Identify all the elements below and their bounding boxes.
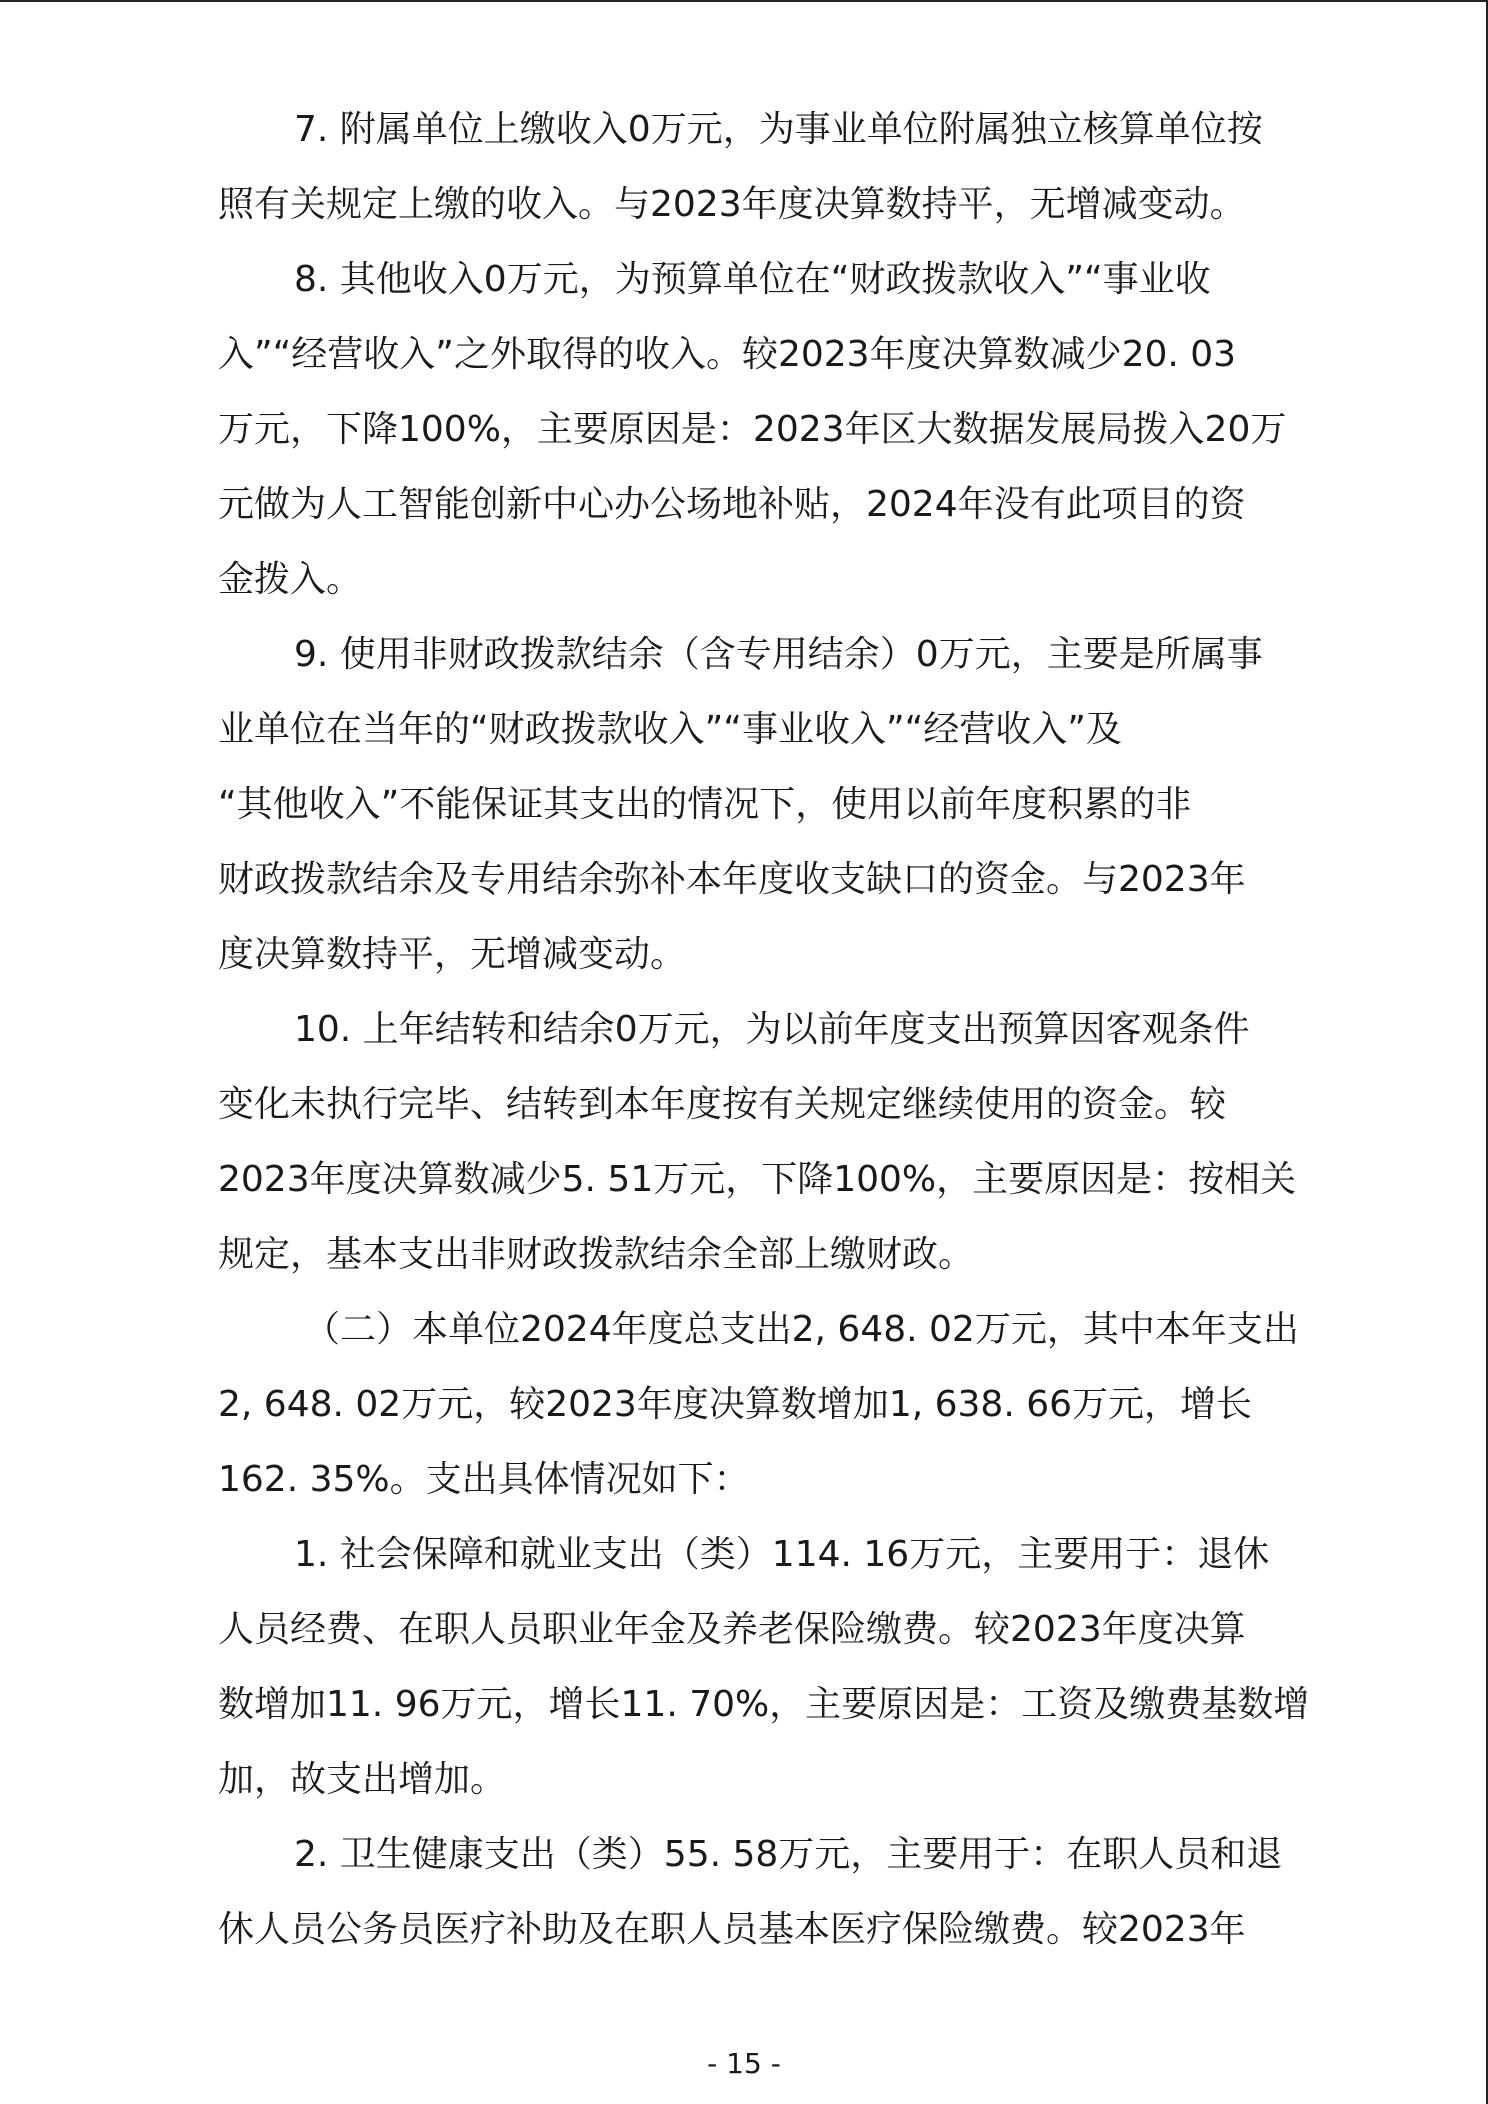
text-line: 度决算数持平，无增减变动。 (218, 934, 687, 975)
text-line: 休人员公务员医疗补助及在职人员基本医疗保险缴费。较2023年 (218, 1909, 1246, 1950)
text-line: 业单位在当年的“财政拨款收入”“事业收入”“经营收入”及 (218, 709, 1122, 750)
text-line: 规定，基本支出非财政拨款结余全部上缴财政。 (218, 1234, 975, 1275)
text-line: 金拨入。 (218, 559, 363, 600)
text-line: （二）本单位2024年度总支出2, 648. 02万元，其中本年支出 (304, 1309, 1299, 1350)
text-line: 162. 35%。支出具体情况如下： (218, 1459, 750, 1500)
text-line: 9. 使用非财政拨款结余（含专用结余）0万元，主要是所属事 (294, 634, 1263, 675)
text-line: 照有关规定上缴的收入。与2023年度决算数持平，无增减变动。 (218, 184, 1246, 225)
text-line: 财政拨款结余及专用结余弥补本年度收支缺口的资金。与2023年 (218, 859, 1246, 900)
text-line: “其他收入”不能保证其支出的情况下，使用以前年度积累的非 (218, 784, 1192, 825)
text-line: 万元，下降100%，主要原因是：2023年区大数据发展局拨入20万 (218, 409, 1287, 450)
text-line: 1. 社会保障和就业支出（类）114. 16万元，主要用于：退休 (294, 1534, 1270, 1575)
text-line: 2. 卫生健康支出（类）55. 58万元，主要用于：在职人员和退 (294, 1834, 1283, 1875)
page-number: - 15 - (707, 2047, 781, 2080)
text-line: 2, 648. 02万元，较2023年度决算数增加1, 638. 66万元，增长 (218, 1384, 1253, 1425)
text-line: 10. 上年结转和结余0万元，为以前年度支出预算因客观条件 (294, 1009, 1250, 1050)
text-line: 数增加11. 96万元，增长11. 70%，主要原因是：工资及缴费基数增 (218, 1684, 1310, 1725)
text-line: 2023年度决算数减少5. 51万元，下降100%，主要原因是：按相关 (218, 1159, 1297, 1200)
page-top-border (0, 0, 1488, 2)
text-line: 8. 其他收入0万元，为预算单位在“财政拨款收入”“事业收 (294, 259, 1211, 300)
text-line: 入”“经营收入”之外取得的收入。较2023年度决算数减少20. 03 (218, 334, 1237, 375)
text-line: 7. 附属单位上缴收入0万元，为事业单位附属独立核算单位按 (294, 109, 1263, 150)
text-line: 元做为人工智能创新中心办公场地补贴，2024年没有此项目的资 (218, 484, 1246, 525)
text-line: 加，故支出增加。 (218, 1759, 507, 1800)
document-body (218, 98, 1310, 1973)
text-line: 人员经费、在职人员职业年金及养老保险缴费。较2023年度决算 (218, 1609, 1246, 1650)
text-line: 变化未执行完毕、结转到本年度按有关规定继续使用的资金。较 (218, 1084, 1227, 1125)
